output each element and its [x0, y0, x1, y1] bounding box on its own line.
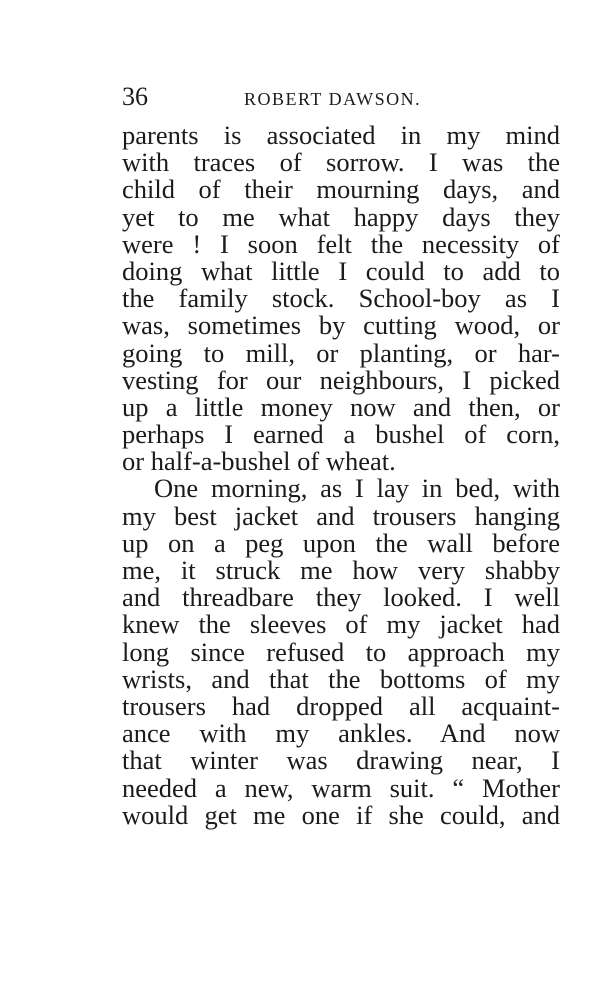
text-line: trousers had dropped all acquaint- [122, 690, 560, 721]
text-line: up a little money now and then, or [122, 391, 560, 422]
page-number: 36 [122, 82, 148, 111]
text-line: long since refused to approach my [122, 636, 560, 667]
text-line: and threadbare they looked. I well [122, 582, 560, 613]
text-line: with traces of sorrow. I was the [122, 147, 560, 178]
running-head [122, 80, 560, 114]
text-line: my best jacket and trousers hanging [122, 500, 560, 531]
text-line: needed a new, warm suit. “ Mother [122, 772, 560, 803]
text-line: ance with my ankles. And now [122, 718, 560, 749]
text-line: perhaps I earned a bushel of corn, [122, 419, 560, 450]
text-line: up on a peg upon the wall before [122, 527, 560, 558]
text-line: child of their mourning days, and [122, 174, 560, 205]
text-line: that winter was drawing near, I [122, 745, 560, 776]
text-line: One morning, as I lay in bed, with [154, 473, 560, 504]
text-line: yet to me what happy days they [122, 201, 560, 232]
text-line: wrists, and that the bottoms of my [122, 663, 560, 694]
text-line: knew the sleeves of my jacket had [122, 609, 560, 640]
text-line: was, sometimes by cutting wood, or [122, 310, 560, 341]
text-line: vesting for our neighbours, I picked [122, 364, 560, 395]
text-line: or half-a-bushel of wheat. [122, 446, 396, 477]
text-line: me, it struck me how very shabby [122, 555, 560, 585]
text-line: going to mill, or planting, or har- [122, 337, 560, 368]
text-line: parents is associated in my mind [122, 120, 560, 150]
body-text [122, 122, 560, 829]
text-line: doing what little I could to add to [122, 255, 560, 286]
text-line: the family stock. School-boy as I [122, 283, 560, 314]
text-line: would get me one if she could, and [122, 799, 560, 830]
text-line: were ! I soon felt the necessity of [122, 228, 560, 259]
running-title: ROBERT DAWSON. [244, 89, 422, 109]
